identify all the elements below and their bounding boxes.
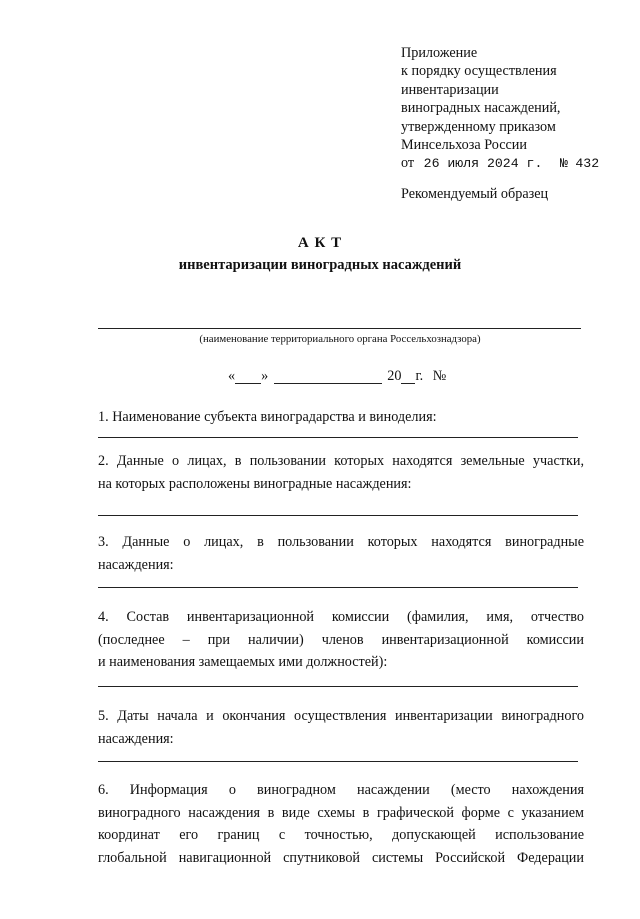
date-number-line (228, 368, 446, 385)
open-quote: « (228, 368, 236, 384)
section-line: на которых расположены виноградные насаждения: (98, 475, 412, 492)
section-6 (98, 779, 584, 869)
document-title: А К Т (297, 235, 343, 251)
month-blank (274, 369, 382, 384)
year-suffix: г. (415, 368, 424, 384)
date-prefix: от (401, 155, 415, 172)
appendix-line: Приложение (401, 45, 478, 61)
section-line: виноградного насаждения в виде схемы в графической форме с указанием (98, 804, 584, 821)
section-3 (98, 531, 584, 576)
year-prefix: 20 (387, 368, 402, 384)
close-quote: » (261, 368, 269, 384)
section-4 (98, 606, 584, 674)
section-2-fill-line (98, 515, 578, 516)
section-line: 3. Данные о лицах, в пользовании которых находятся виноградные (98, 534, 584, 550)
section-line: и наименования замещаемых ими должностей): (98, 654, 388, 670)
section-line: 4. Состав инвентаризационной комиссии (фамилия, имя, отчество (98, 609, 584, 625)
document-subtitle: инвентаризации виноградных насаждений (178, 257, 462, 273)
organ-caption: (наименование территориального органа Россельхознадзора) (199, 333, 481, 345)
section-line: 6. Информация о виноградном насаждении (место нахождения (98, 782, 584, 798)
section-line: координат его границ с точностью, допускающей использование (98, 827, 584, 843)
appendix-date-line (401, 154, 631, 173)
section-2 (98, 450, 584, 495)
section-line: глобальной навигационной спутниковой системы Российской Федерации (98, 849, 584, 866)
section-1 (98, 406, 584, 429)
number-sign: № (432, 368, 447, 384)
appendix-line: инвентаризации (401, 81, 499, 98)
section-5-fill-line (98, 761, 578, 762)
appendix-line: к порядку осуществления (401, 63, 557, 80)
section-3-fill-line (98, 587, 578, 588)
appendix-block (401, 44, 631, 174)
appendix-line: утвержденному приказом (401, 118, 556, 135)
appendix-line: Минсельхоза России (401, 137, 527, 154)
section-1-fill-line (98, 437, 578, 438)
sample-label: Рекомендуемый образец (401, 186, 549, 202)
section-line: 1. Наименование субъекта виноградарства и виноделия: (98, 409, 437, 425)
section-line: насаждения: (98, 556, 174, 573)
day-blank (235, 369, 261, 384)
section-5 (98, 705, 584, 750)
section-line: 2. Данные о лицах, в пользовании которых находятся земельные участки, (98, 453, 584, 469)
section-line: 5. Даты начала и окончания осуществления инвентаризации виноградного (98, 708, 584, 724)
organ-name-line (98, 328, 581, 329)
order-number: 432 (575, 156, 600, 172)
year-blank (401, 369, 415, 384)
section-4-fill-line (98, 686, 578, 687)
order-date: 26 июля 2024 г. (423, 156, 543, 172)
section-line: насаждения: (98, 730, 174, 747)
section-line: (последнее – при наличии) членов инвентаризационной комиссии (98, 631, 584, 648)
appendix-line: виноградных насаждений, (401, 100, 561, 117)
number-sign: № (559, 156, 568, 172)
